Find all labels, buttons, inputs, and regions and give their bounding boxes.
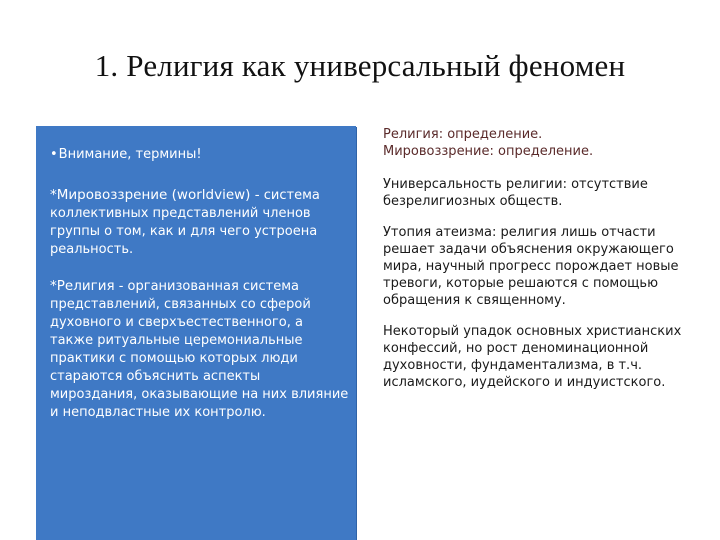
note-decline-growth: Некоторый упадок основных христианских конфессий, но рост деноминационной духовности, фундаментализма, в т.ч. исламского, иудейского и индуистского. <box>383 324 682 390</box>
term-religion <box>50 277 350 422</box>
note-universality: Универсальность религии: отсутствие безрелигиозных обществ. <box>383 177 648 209</box>
terms-heading <box>50 146 350 164</box>
terms-panel-text <box>50 146 350 440</box>
term-worldview-body: система коллективных представлений членов группы о том, как и для чего устроена реальность. <box>50 188 320 257</box>
terms-panel <box>36 126 356 540</box>
bullet-dot: • <box>50 147 58 162</box>
definitions-block <box>383 126 703 160</box>
term-worldview-lead: *Мировоззрение (worldview) - <box>50 187 260 203</box>
terms-heading-label: Внимание, термины! <box>58 147 202 162</box>
definition-worldview: Мировоззрение: определение. <box>383 144 594 159</box>
definition-religion: Религия: определение. <box>383 127 543 142</box>
term-worldview <box>50 186 350 259</box>
notes-column <box>383 126 703 405</box>
note-atheism-utopia: Утопия атеизма: религия лишь отчасти решает задачи объяснения окружающего мира, научный прогресс порождает новые тревоги, которые решаются с помощью обращения к священному. <box>383 225 679 308</box>
term-religion-lead: *Религия <box>50 278 115 294</box>
slide-title: 1. Религия как универсальный феномен <box>94 48 626 83</box>
term-religion-body: - организованная система представлений, связанных со сферой духовного и сверхъестественного, а также ритуальные церемониальные практики с помощью которых люди стараются объяснить аспекты мироздания, оказывающие на них влияние и неподвластные их контролю. <box>50 279 349 420</box>
